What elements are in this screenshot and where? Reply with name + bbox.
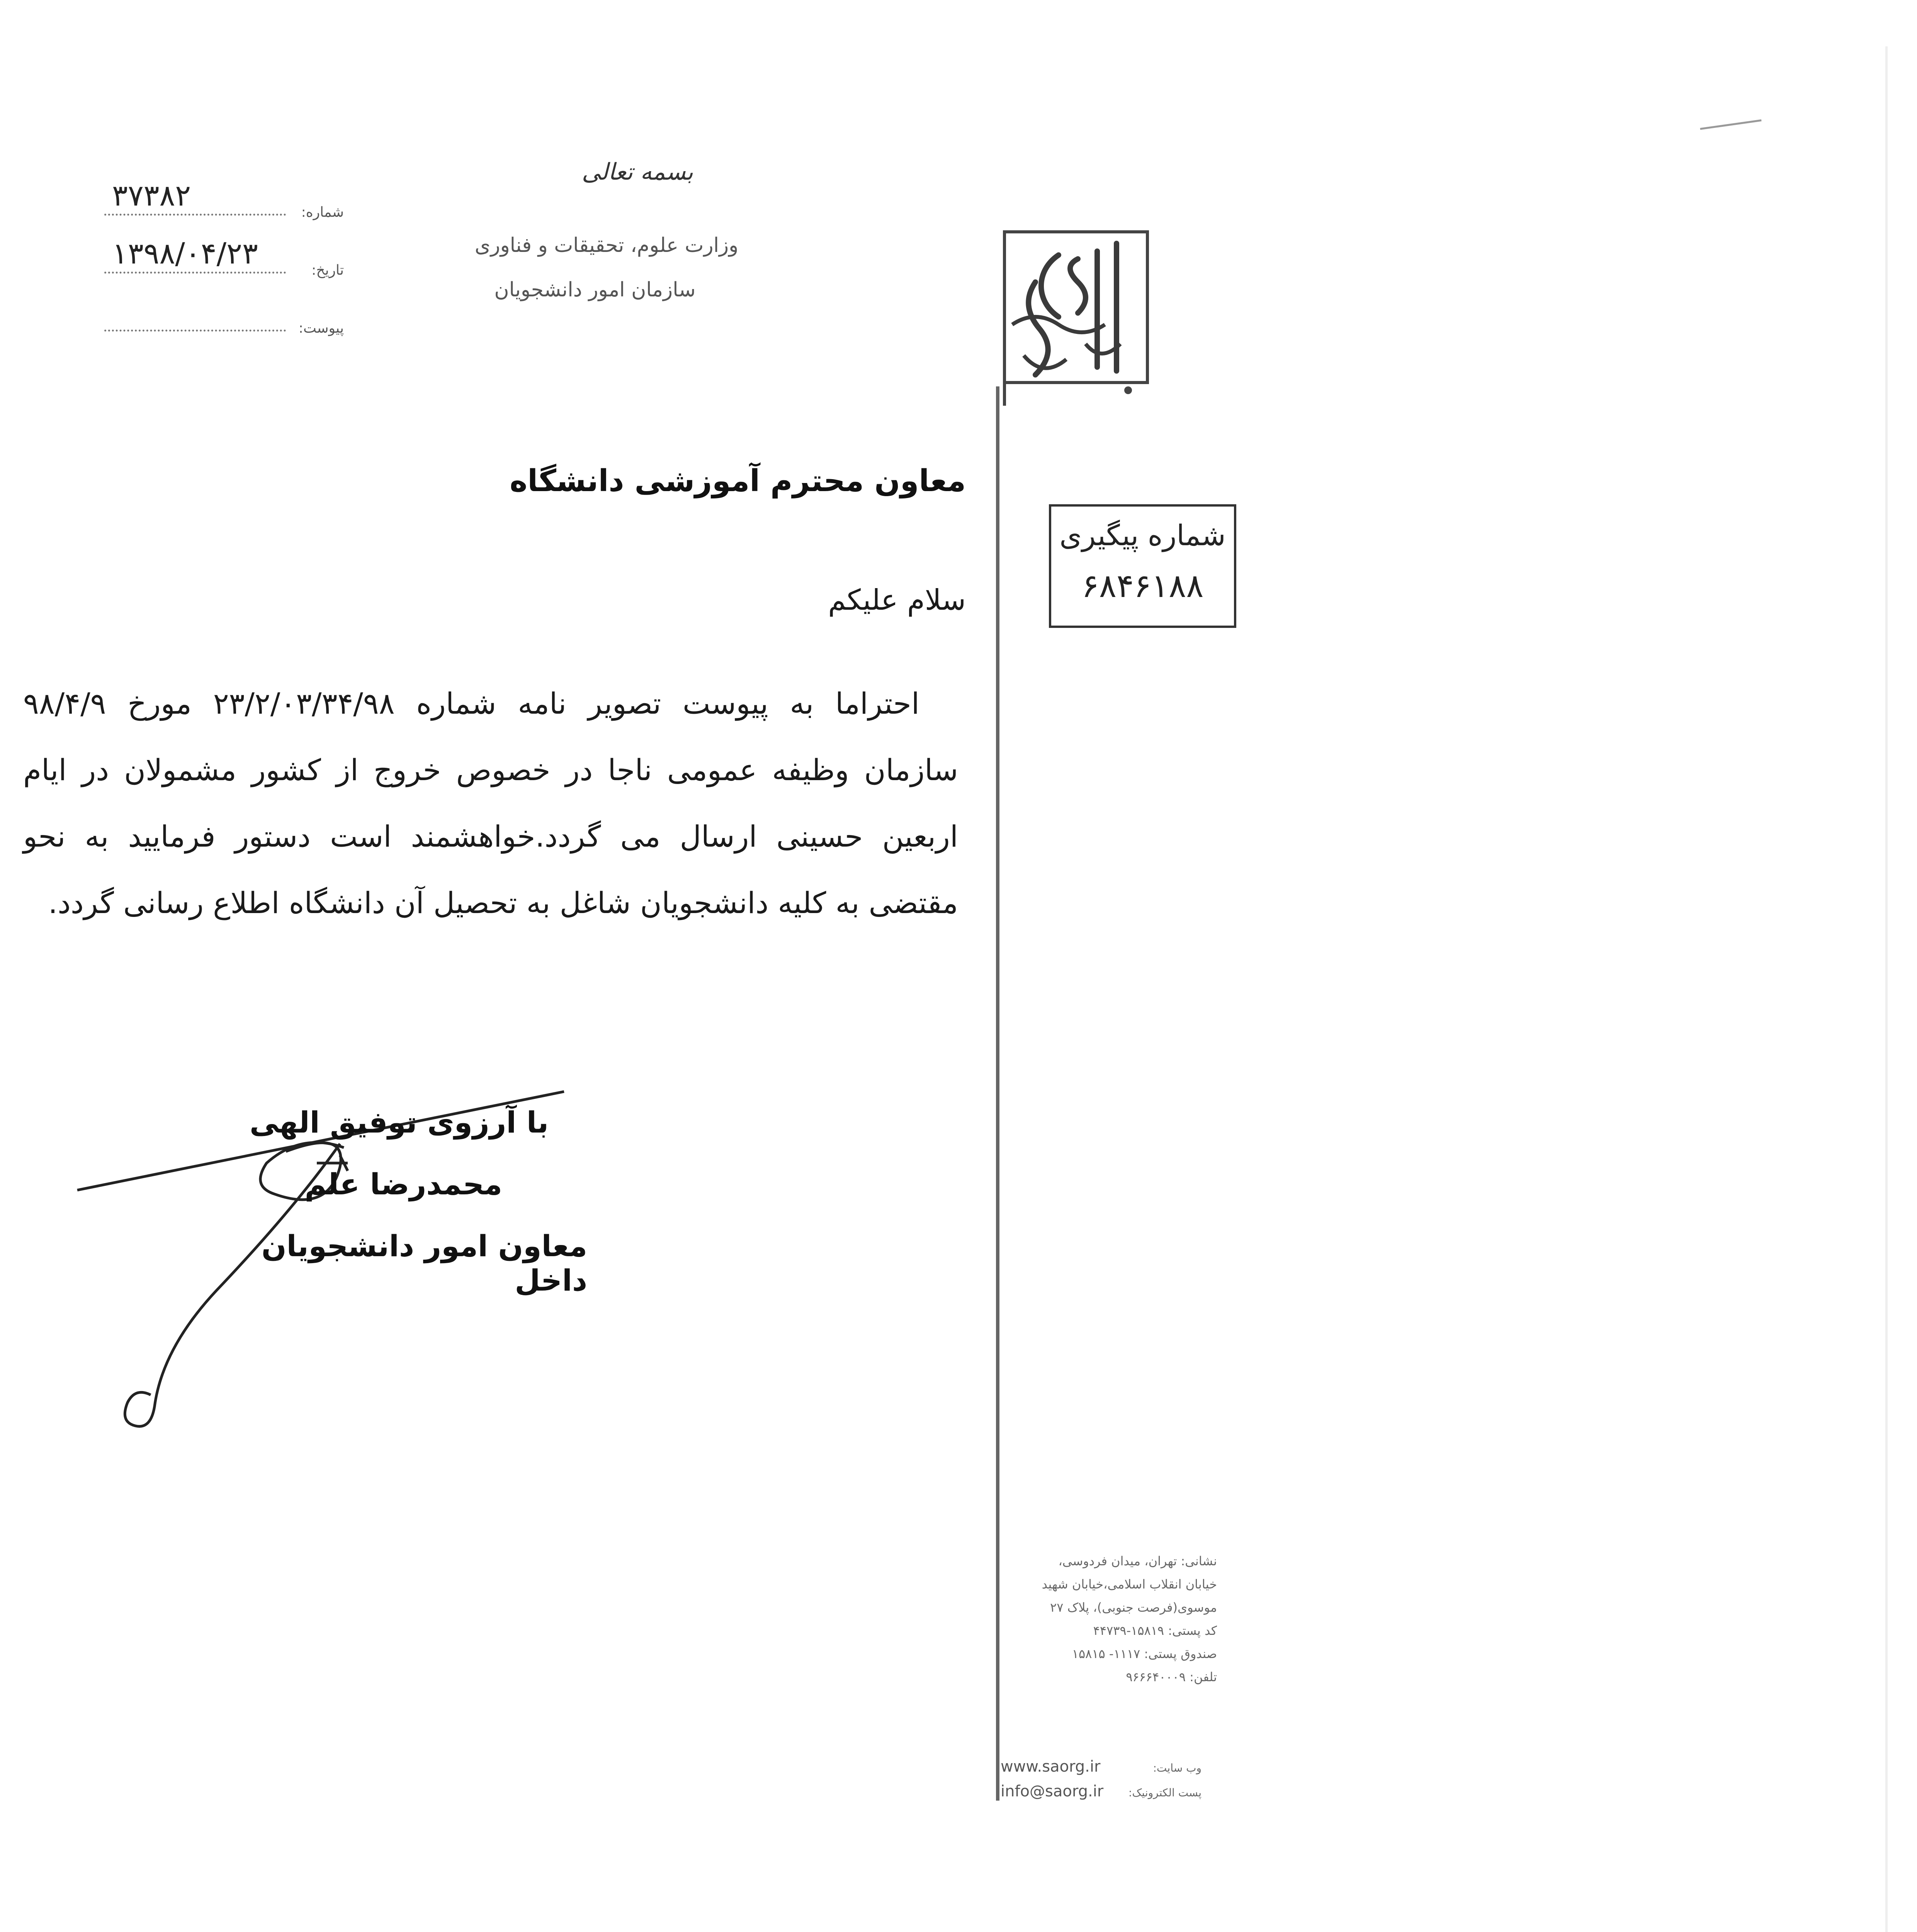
website-row (1001, 1754, 1202, 1779)
scan-edge (1885, 46, 1888, 1932)
web-contacts (1001, 1754, 1202, 1804)
date-row (97, 236, 344, 282)
signatory-name: محمدرضا علم (304, 1167, 502, 1201)
website-label: وب سایت: (1153, 1762, 1202, 1774)
vertical-divider (996, 386, 999, 1801)
address-line: موسوی(فرصت جنوبی)، پلاک ۲۷ (1050, 1600, 1217, 1615)
email-row (1001, 1779, 1202, 1804)
scan-mark (1700, 119, 1761, 130)
number-label: شماره: (301, 204, 344, 220)
date-label: تاریخ: (311, 262, 344, 278)
date-value: ۱۳۹۸/۰۴/۲۳ (112, 236, 258, 270)
letter-body (23, 670, 958, 936)
tracking-value: ۶۸۴۶۱۸۸ (1081, 567, 1204, 605)
attachment-label: پیوست: (298, 320, 344, 336)
contact-address (1001, 1549, 1217, 1689)
tracking-label: شماره پیگیری (1059, 519, 1226, 552)
recipient-line: معاون محترم آموزشی دانشگاه (510, 464, 966, 498)
email-label: پست الکترونیک: (1128, 1786, 1202, 1799)
tracking-number-box (1049, 504, 1236, 628)
address-line: تلفن: ۹۶۶۶۴۰۰۰۹ (1126, 1670, 1217, 1684)
address-line: کد پستی: ۱۵۸۱۹-۴۴۷۳۹ (1093, 1623, 1217, 1638)
attachment-dotted-line (104, 330, 286, 332)
bismillah: بسمه تعالی (581, 158, 693, 185)
greeting-line: سلام علیکم (828, 583, 966, 617)
signature-closing: با آرزوی توفیق الهی (249, 1105, 549, 1139)
address-line: صندوق پستی: ۱۱۱۷- ۱۵۸۱۵ (1072, 1646, 1217, 1661)
body-paragraph: احتراما به پیوست تصویر نامه شماره ۲۳/۲/۰۳/۳۴/۹۸ مورخ ۹۸/۴/۹ سازمان وظیفه عمومی ناجا در خصوص خروج از کشور مشمولان در ایام اربعین حسینی ارسال می گردد.خواهشمند است دستور فرمایید به نحو مقتضی به کلیه دانشجویان شاغل به تحصیل آن دانشگاه اطلاع رسانی گردد. (23, 686, 958, 920)
saorg-logo-icon (989, 228, 1155, 410)
number-dotted-line (104, 214, 286, 216)
ministry-name: وزارت علوم، تحقیقات و فناوری (474, 234, 739, 257)
address-line: خیابان انقلاب اسلامی،خیابان شهید (1042, 1577, 1217, 1592)
number-value: ۳۷۳۸۲ (112, 178, 191, 213)
attachment-row (97, 298, 344, 340)
signatory-title: معاون امور دانشجویان داخل (261, 1229, 587, 1298)
date-dotted-line (104, 272, 286, 274)
website-link[interactable]: www.saorg.ir (1001, 1758, 1101, 1776)
address-line: نشانی: تهران، میدان فردوسی، (1058, 1554, 1217, 1568)
email-link[interactable]: info@saorg.ir (1001, 1782, 1104, 1800)
organization-name: سازمان امور دانشجویان (494, 278, 696, 301)
number-row (97, 178, 344, 224)
